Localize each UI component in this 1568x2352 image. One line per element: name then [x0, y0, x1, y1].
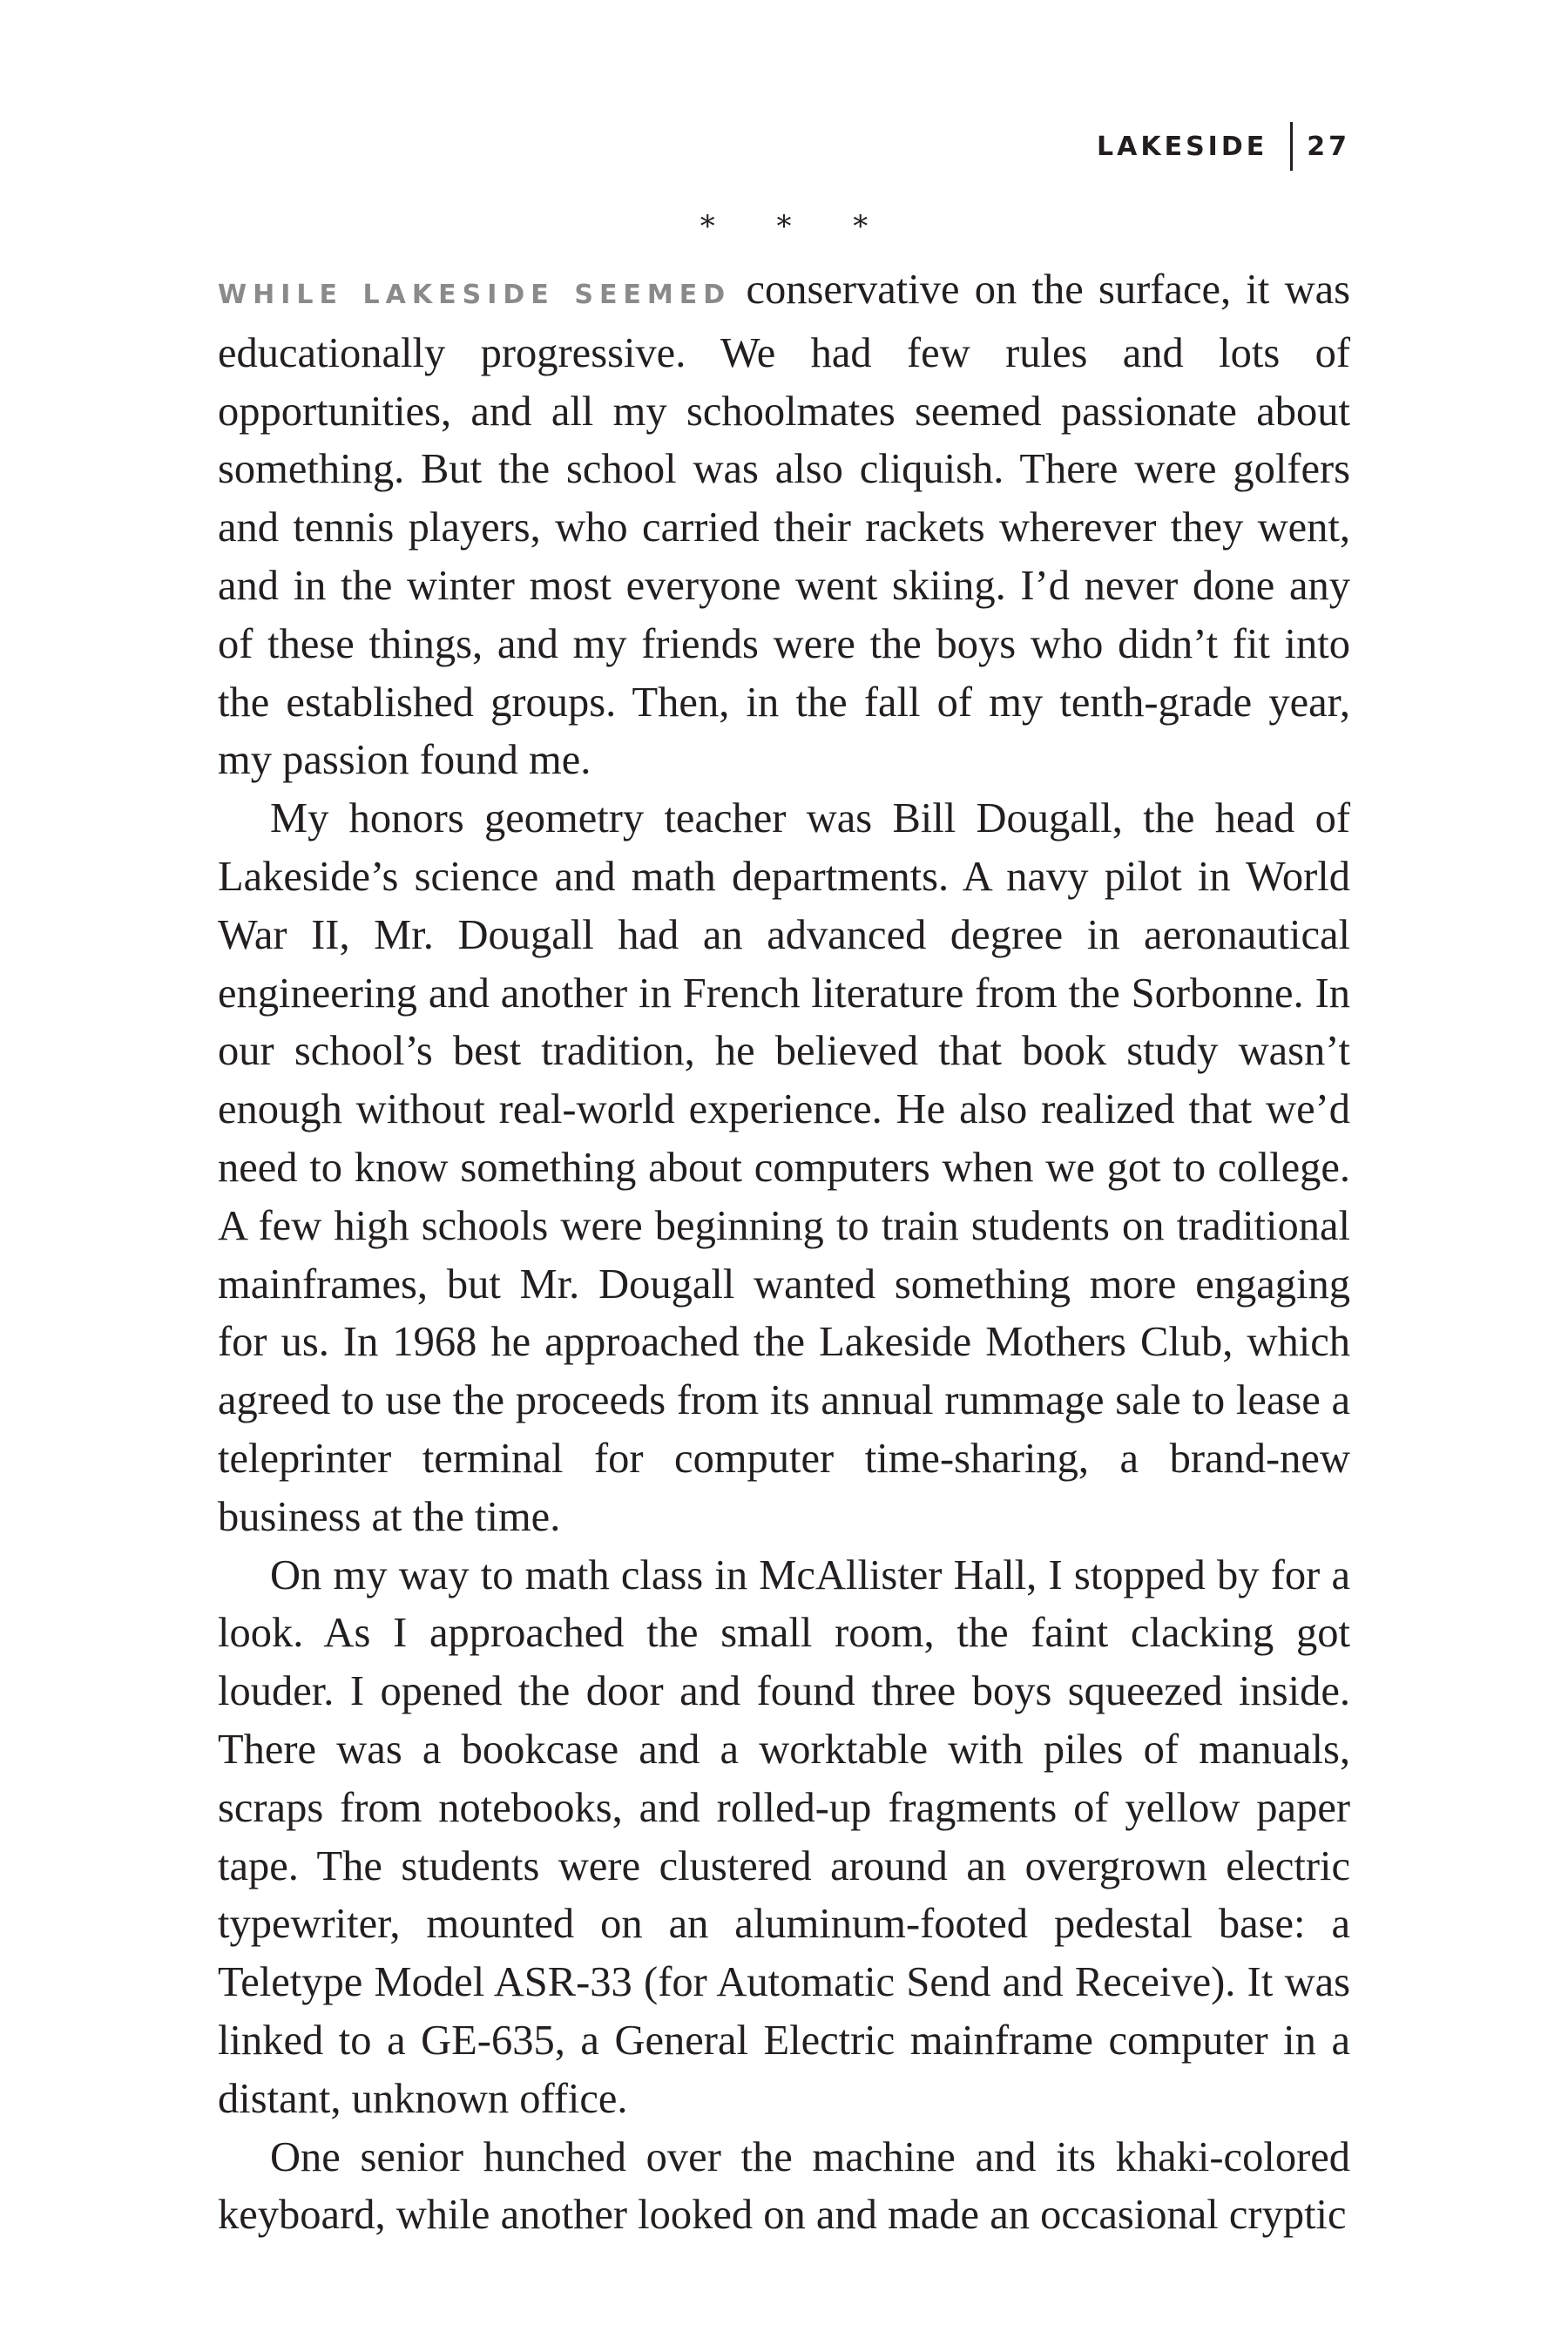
page-number: 27: [1307, 131, 1350, 162]
section-break-ornament: * * *: [700, 209, 868, 244]
paragraph-4: One senior hunched over the machine and its khaki-colored keyboard, while another looked on and made an occasional cryptic: [218, 2133, 1350, 2239]
running-head-divider: [1290, 122, 1293, 171]
running-head: [1097, 122, 1350, 171]
paragraph-1: [218, 261, 1350, 790]
paragraph-3: On my way to math class in McAllister Hall, I stopped by for a look. As I approached the small room, the faint clacking got louder. I opened the door and found three boys squeezed inside. There was a bookcase and a worktable with piles of manuals, scraps from notebooks, and rolled-up fragments of yellow paper tape. The students were clustered around an overgrown electric typewriter, mounted on an aluminum-footed pedestal base: a Teletype Model ASR-33 (for Automatic Send and Receive). It was linked to a GE-635, a General Electric mainframe computer in a distant, unknown office.: [218, 1551, 1350, 2122]
running-head-title: LAKESIDE: [1097, 131, 1268, 162]
lead-in-small-caps: WHILE LAKESIDE SEEMED: [218, 280, 732, 310]
body-text: [218, 261, 1350, 2245]
paragraph-1-text: conservative on the surface, it was educationally progressive. We had few rules and lots of opportunities, and all my schoolmates seemed passionate about something. But the school was also cliquish. There were golfers and tennis players, who carried their rackets wherever they went, and in the winter most everyone went skiing. I’d never done any of these things, and my friends were the boys who didn’t fit into the established groups. Then, in the fall of my tenth-grade year, my passion found me.: [218, 267, 1350, 784]
paragraph-2: My honors geometry teacher was Bill Dougall, the head of Lakeside’s science and math departments. A navy pilot in World War II, Mr. Dougall had an advanced degree in aeronautical engineering and another in French literature from the Sorbonne. In our school’s best tradition, he believed that book study wasn’t enough without real-world experience. He also realized that we’d need to know something about computers when we got to college. A few high schools were beginning to train students on traditional mainframes, but Mr. Dougall wanted something more engaging for us. In 1968 he approached the Lakeside Mothers Club, which agreed to use the proceeds from its annual rummage sale to lease a teleprinter terminal for computer time-sharing, a brand-new business at the time.: [218, 795, 1350, 1540]
